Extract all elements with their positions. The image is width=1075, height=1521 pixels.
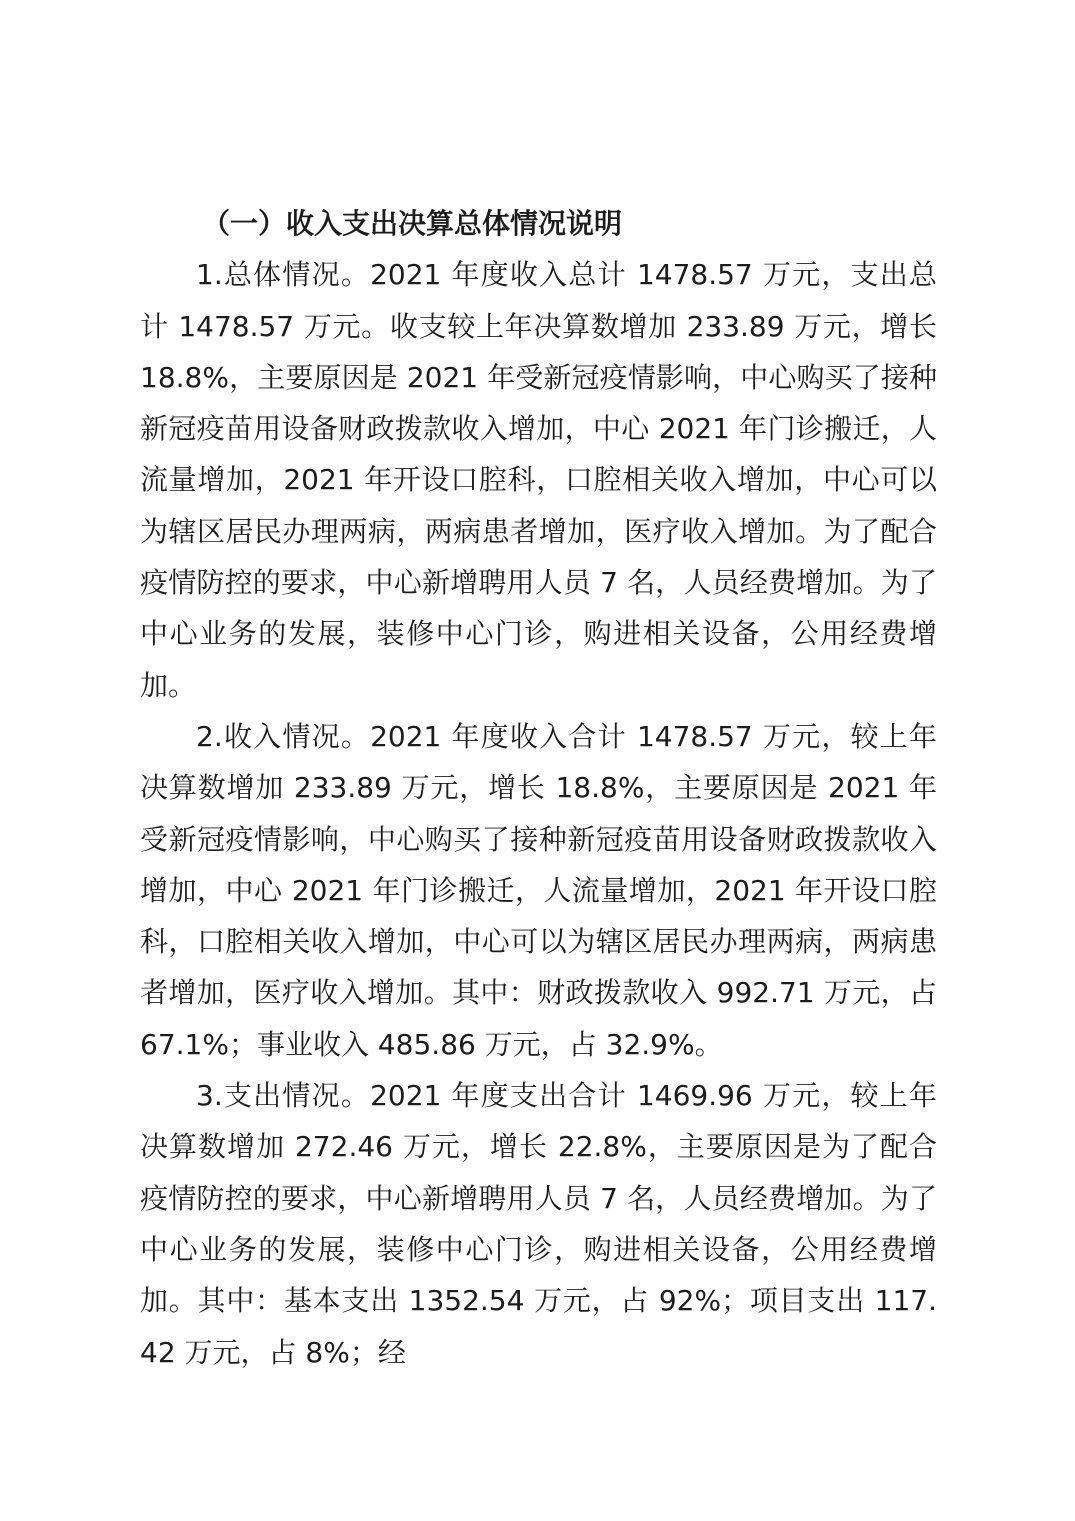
paragraph-income: 2.收入情况。2021 年度收入合计 1478.57 万元，较上年决算数增加 233.89 万元，增长 18.8%，主要原因是 2021 年受新冠疫情影响，中心购买了接种新冠疫苗用设备财政拨款收入增加，中心 2021 年门诊搬迁，人流量增加，2021 年开设口腔科，口腔相关收入增加，中心可以为辖区居民办理两病，两病患者增加，医疗收入增加。其中：财政拨款收入 992.71 万元，占 67.1%；事业收入 485.86 万元，占 32.9%。 [140,719,937,1061]
paragraph-overall: 1.总体情况。2021 年度收入总计 1478.57 万元，支出总计 1478.57 万元。收支较上年决算数增加 233.89 万元，增长 18.8%，主要原因是 2021 年受新冠疫情影响，中心购买了接种新冠疫苗用设备财政拨款收入增加，中心 2021 年门诊搬迁，人流量增加，2021 年开设口腔科，口腔相关收入增加，中心可以为辖区居民办理两病，两病患者增加，医疗收入增加。为了配合疫情防控的要求，中心新增聘用人员 7 名，人员经费增加。为了中心业务的发展，装修中心门诊，购进相关设备，公用经费增加。 [140,258,937,702]
document-body [140,198,937,1378]
section-heading: （一）收入支出决算总体情况说明 [202,207,623,240]
paragraph-expenditure: 3.支出情况。2021 年度支出合计 1469.96 万元，较上年决算数增加 272.46 万元，增长 22.8%，主要原因是为了配合疫情防控的要求，中心新增聘用人员 7 名，人员经费增加。为了中心业务的发展，装修中心门诊，购进相关设备，公用经费增加。其中：基本支出 1352.54 万元，占 92%；项目支出 117.42 万元，占 8%；经 [140,1079,937,1369]
